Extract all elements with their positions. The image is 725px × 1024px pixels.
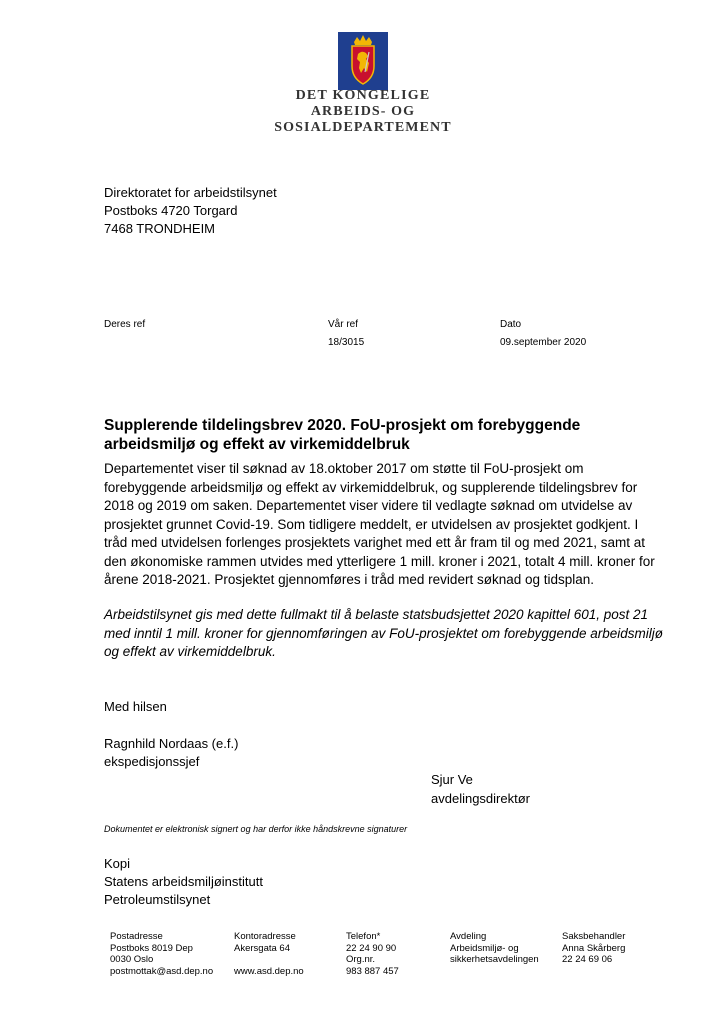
footer-text: 22 24 90 90 — [346, 942, 397, 954]
department-name-line1: DET KONGELIGE — [295, 88, 431, 103]
recipient-line: Postboks 4720 Torgard — [104, 203, 238, 218]
coat-of-arms-icon — [338, 32, 388, 90]
footer-website[interactable]: www.asd.dep.no — [234, 965, 304, 977]
footer-text: Org.nr. — [346, 954, 376, 965]
footer-text: Postadresse — [110, 931, 163, 942]
signer2-name: Sjur Ve — [431, 772, 473, 787]
footer-text: Arbeidsmiljø- og — [450, 942, 519, 954]
footer-department — [450, 931, 539, 966]
greeting: Med hilsen — [104, 699, 167, 714]
footer-text — [234, 954, 304, 966]
department-logo — [223, 32, 503, 135]
letter-title: Supplerende tildelingsbrev 2020. FoU-prosjekt om forebyggende arbeidsmiljø og effekt av virkemiddelbruk — [104, 417, 581, 453]
footer-text: Kontoradresse — [234, 931, 296, 942]
footer-text: 983 887 457 — [346, 965, 399, 977]
letter-body: Departementet viser til søknad av 18.oktober 2017 om støtte til FoU-prosjekt om forebyggende arbeidsmiljø og effekt av virkemiddelbruk, og supplerende tildelingsbrev for 2018 og 2019 om saken. Departementet viser videre til vedlagte søknad om utvidelse av prosjektet grunnet Covid-19. Som tidligere meddelt, er utvidelsen av prosjektet godkjent. I tråd med utvidelsen forlenges prosjektets varighet med ett år fram til og med 2021, samt at den økonomiske rammen utvides med ytterligere 1 mill. kroner i 2021, totalt 4 mill. kroner for årene 2018-2021. Prosjektet gjennomføres i tråd med revidert søknad og tidsplan. — [104, 461, 655, 587]
copy-list — [104, 855, 263, 909]
footer-phone — [346, 931, 399, 977]
footer-text: 22 24 69 06 — [562, 954, 613, 965]
footer-text: Postboks 8019 Dep — [110, 942, 193, 954]
footer-text: Avdeling — [450, 931, 487, 942]
copy-recipient: Statens arbeidsmiljøinstitutt — [104, 874, 263, 889]
signature-note: Dokumentet er elektronisk signert og har derfor ikke håndskrevne signaturer — [104, 824, 408, 834]
footer-text: sikkerhetsavdelingen — [450, 954, 539, 965]
copy-label: Kopi — [104, 856, 131, 871]
date-label: Dato — [500, 319, 522, 330]
footer-case-officer — [562, 931, 625, 966]
footer-text: Akersgata 64 — [234, 942, 290, 954]
signer2-title: avdelingsdirektør — [431, 791, 530, 806]
footer-text: 0030 Oslo — [110, 954, 154, 965]
signer1-name: Ragnhild Nordaas (e.f.) — [104, 736, 239, 751]
department-name-line2: ARBEIDS- OG SOSIALDEPARTEMENT — [274, 104, 452, 135]
recipient-line: 7468 TRONDHEIM — [104, 221, 216, 236]
deres-ref-label: Deres ref — [104, 319, 146, 330]
date-value: 09.september 2020 — [500, 337, 587, 348]
footer-office — [234, 931, 304, 977]
authorization-paragraph: Arbeidstilsynet gis med dette fullmakt til å belaste statsbudsjettet 2020 kapittel 601, post 21 med inntil 1 mill. kroner for gjennomføringen av FoU-prosjektet om forebyggende arbeidsmiljø og effekt av virkemiddelbruk. — [104, 607, 663, 659]
recipient-line: Direktoratet for arbeidstilsynet — [104, 185, 277, 200]
var-ref-label: Vår ref — [328, 319, 359, 330]
copy-recipient: Petroleumstilsynet — [104, 892, 211, 907]
footer-email[interactable]: postmottak@asd.dep.no — [110, 965, 214, 977]
signer1-title: ekspedisjonssjef — [104, 754, 200, 769]
footer-text: Anna Skårberg — [562, 942, 626, 954]
var-ref-value: 18/3015 — [328, 337, 365, 348]
footer-text: Saksbehandler — [562, 931, 626, 942]
recipient-address — [104, 184, 277, 238]
footer-postal — [110, 931, 213, 977]
footer-text: Telefon* — [346, 931, 381, 942]
